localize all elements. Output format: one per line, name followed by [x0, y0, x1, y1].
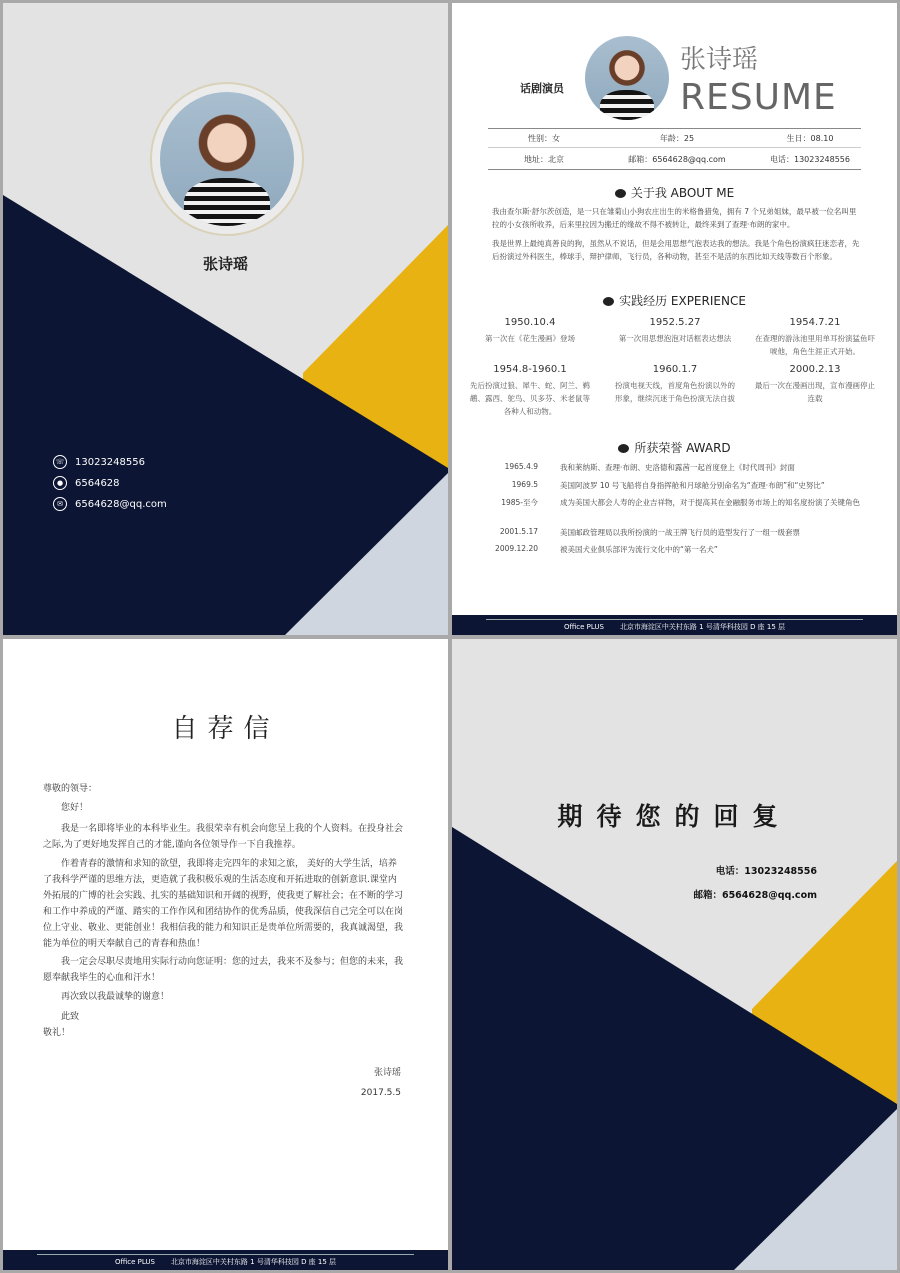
letter-title: 自荐信 — [171, 714, 280, 744]
experience-heading — [452, 292, 897, 309]
info-birthday: 生日：08.10 — [786, 134, 834, 143]
about-paragraph-2: 我是世界上最纯真善良的狗，虽然从不说话，但是会用思想气泡表达我的想法。我是个角色扮演疯狂迷恋者，先后扮演过外科医生，棒球手，辩护律师，飞行员，各种动物，甚至不是活的东西比如天线等数百个形象。 — [492, 239, 860, 261]
profile-photo — [160, 92, 294, 226]
phone-icon: ☏ — [53, 455, 67, 469]
award-desc-4: 美国邮政管理局以我所扮演的一战王牌飞行员的造型发行了一组一级套票 — [560, 528, 800, 537]
letter-greeting: 您好！ — [61, 803, 89, 813]
exp-desc-4: 先后扮演过狼、犀牛、蛇、阿兰、鹈鹕、露西、鸵鸟、贝多芬、米老鼠等各种人和动物。 — [470, 381, 590, 416]
exp-date-6: 2000.2.13 — [789, 364, 841, 375]
letter-salutation: 尊敬的领导： — [43, 784, 98, 794]
resume-name: 张诗瑶 — [680, 45, 759, 75]
award-desc-3: 成为美国大都会人寿的企业吉祥物，对于提高其在金融服务市场上的知名度扮演了关键角色 — [560, 498, 860, 507]
award-date-1: 1965.4.9 — [504, 462, 538, 471]
speech-bubble-icon — [618, 444, 629, 453]
cover-email-text: 6564628@qq.com — [75, 498, 167, 510]
cover-name: 张诗瑶 — [202, 255, 248, 273]
info-age: 年龄：25 — [659, 134, 695, 143]
info-divider-mid — [488, 147, 861, 148]
info-email: 邮箱：6564628@qq.com — [628, 155, 726, 164]
footer-brand: Office PLUS — [563, 623, 604, 631]
resume-title: RESUME — [680, 77, 837, 118]
experience-heading-text: 实践经历 EXPERIENCE — [619, 294, 746, 308]
qq-icon: ● — [53, 476, 67, 490]
award-date-2: 1969.5 — [511, 480, 538, 489]
about-heading-text: 关于我 ABOUT ME — [630, 186, 735, 200]
exp-date-1: 1950.10.4 — [504, 317, 556, 328]
footer-brand: Office PLUS — [114, 1258, 155, 1266]
award-heading — [452, 439, 897, 456]
award-date-5: 2009.12.20 — [495, 544, 538, 553]
exp-desc-2: 第一次用思想泡泡对话框表达想法 — [618, 334, 732, 343]
resume-footer — [452, 615, 897, 635]
cover-email — [53, 497, 167, 511]
footer-address: 北京市海淀区中关村东路 1 号清华科技园 D 座 15 层 — [170, 1258, 337, 1266]
footer-address: 北京市海淀区中关村东路 1 号清华科技园 D 座 15 层 — [619, 623, 786, 631]
letter-closing-1: 此致 — [61, 1012, 80, 1022]
letter-date: 2017.5.5 — [360, 1088, 401, 1098]
award-date-4: 2001.5.17 — [499, 527, 538, 536]
info-divider-top — [488, 128, 861, 129]
letter-paragraph-4: 再次致以我最诚挚的谢意！ — [61, 992, 170, 1002]
info-address: 地址：北京 — [524, 155, 564, 164]
exp-desc-6: 最后一次在漫画出现，宣布漫画停止连载 — [755, 381, 875, 403]
award-desc-2: 美国阿波罗 10 号飞船将自身指挥舱和月球舱分别命名为“查理·布朗”和“史努比” — [560, 481, 825, 490]
resume-page — [452, 3, 897, 635]
letter-signature: 张诗瑶 — [373, 1068, 401, 1078]
cover-qq — [53, 476, 120, 490]
letter-paragraph-1: 我是一名即将毕业的本科毕业生。我很荣幸有机会向您呈上我的个人资料。在投身社会之际,为了更好地发挥自己的才能,谨向各位领导作一下自我推荐。 — [43, 824, 404, 850]
letter-paragraph-2: 作着青春的激情和求知的欲望，我即将走完四年的求知之旅， 美好的大学生活，培养了我科学严谨的思维方法，更造就了我积极乐观的生活态度和开拓进取的创新意识.课堂内外拓展的广博的社会实践、扎实的基础知识和开阔的视野，使我更了解社会；在不断的学习和工作中养成的严谨、踏实的工作作风和团结协作的优秀品质，使我深信自己完全可以在岗位上守业、敬业、更能创业！我相信我的能力和知识正是贵单位所需要的，我真诚渴望，我能为单位的明天奉献自己的青春和热血！ — [43, 859, 404, 949]
back-headline: 期待您的回复 — [557, 802, 792, 831]
letter-footer — [3, 1250, 448, 1270]
letter-paragraph-3: 我一定会尽职尽责地用实际行动向您证明：您的过去，我来不及参与；但您的未来，我愿奉献我毕生的心血和汗水！ — [43, 957, 404, 983]
exp-desc-1: 第一次在《花生漫画》登场 — [485, 334, 575, 343]
info-divider-bottom — [488, 169, 861, 170]
cover-page — [3, 3, 448, 635]
exp-date-5: 1960.1.7 — [652, 364, 698, 375]
back-email: 邮箱：6564628@qq.com — [693, 890, 817, 901]
award-heading-text: 所获荣誉 AWARD — [634, 441, 731, 455]
speech-bubble-icon — [603, 297, 614, 306]
award-desc-5: 被美国犬业俱乐部评为流行文化中的“第一名犬” — [560, 545, 718, 554]
exp-date-2: 1952.5.27 — [649, 317, 701, 328]
info-gender: 性别：女 — [528, 134, 560, 143]
cover-phone — [53, 455, 145, 469]
letter-closing-2: 敬礼！ — [43, 1028, 71, 1038]
footer-text — [3, 1257, 448, 1267]
exp-date-3: 1954.7.21 — [789, 317, 841, 328]
info-phone: 电话：13023248556 — [770, 155, 850, 164]
mail-icon: ✉ — [53, 497, 67, 511]
about-paragraph-1: 我由查尔斯·舒尔茨创造，是一只在雏菊山小狗农庄出生的米格鲁猎兔，拥有 7 个兄弟姐妹，最早被一位名叫里拉的小女孩所收养，后来里拉因为搬迁的缘故不得不被转让，最终来到了查理·布朗的家中。 — [492, 207, 857, 229]
back-background-shapes — [452, 639, 897, 1270]
footer-line — [486, 619, 863, 620]
back-cover-page — [452, 639, 897, 1270]
back-phone: 电话：13023248556 — [715, 866, 817, 877]
about-heading — [452, 184, 897, 201]
award-desc-1: 我和莱纳斯、查理·布朗、史洛德和露茜一起首度登上《时代周刊》封面 — [560, 463, 795, 472]
exp-desc-5: 扮演电视天线，首度角色扮演以外的形象，继续沉迷于角色扮演无法自拔 — [615, 381, 735, 403]
award-date-3: 1985-至今 — [501, 498, 538, 507]
cover-letter-page — [3, 639, 448, 1270]
cover-qq-text: 6564628 — [75, 477, 120, 489]
role-label: 话剧演员 — [520, 82, 564, 95]
footer-line — [37, 1254, 414, 1255]
exp-date-4: 1954.8-1960.1 — [493, 364, 567, 375]
footer-text — [452, 622, 897, 632]
cover-phone-text: 13023248556 — [75, 456, 145, 468]
speech-bubble-icon — [615, 189, 626, 198]
exp-desc-3: 在查理的游泳池里用单耳扮演猛鱼吓唬他，角色生涯正式开始。 — [755, 334, 875, 356]
resume-photo — [585, 36, 669, 120]
